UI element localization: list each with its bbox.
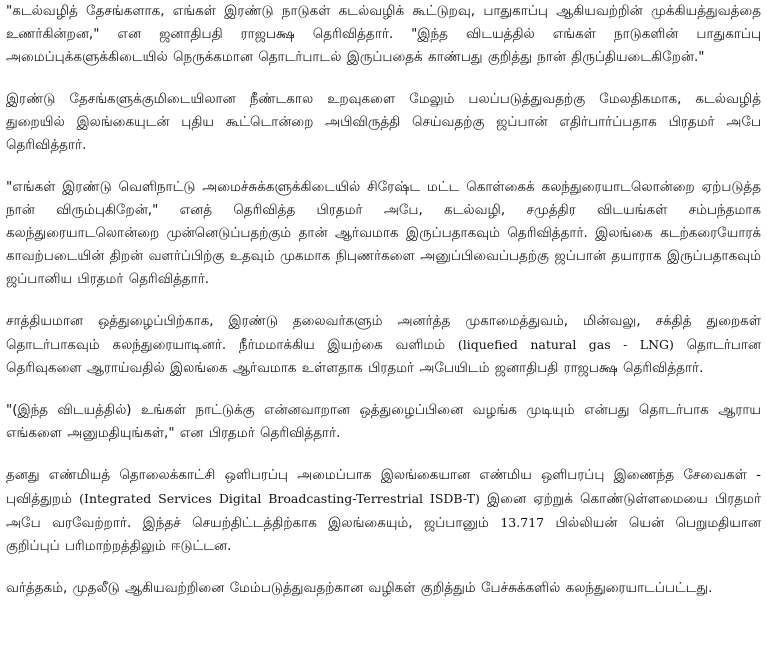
paragraph-text: தனது எண்மியத் தொலைக்காட்சி ஒளிபரப்பு அமைப்பாக இலங்கையான எண்மிய ஒளிபரப்பு இணைந்த சேவைகள் - புவித்துறம் xyxy=(6,467,761,507)
article-body xyxy=(6,0,761,600)
english-term-isdb-t: (Integrated Services Digital Broadcasting-Terrestrial ISDB-T) xyxy=(79,491,480,506)
paragraph-2 xyxy=(6,88,761,157)
paragraph-text: இரண்டு தேசங்களுக்குமிடையிலான நீண்டகால உறவுகளை மேலும் பலப்படுத்துவதற்கு மேலதிகமாக, கடல்வழித் துறையில் இலங்கையுடன் புதிய கூட்டொன்றை அபிவிருத்தி செய்வதற்கு ஜப்பான் எதிர்பார்ப்பதாக பிரதமர் அபே தெரிவித்தார். xyxy=(6,91,761,153)
paragraph-text: வர்த்தகம், முதலீடு ஆகியவற்றினை மேம்படுத்துவதற்கான வழிகள் குறித்தும் பேச்சுக்களில் கலந்துரையாடப்பட்டது. xyxy=(6,580,713,596)
paragraph-text: இனை ஏற்றுக் கொண்டுள்ளமையை பிரதமர் அபே வரவேற்றார். இந்தச் செயற்திட்டத்திற்காக இலங்கையும், ஜப்பானும் xyxy=(6,491,762,531)
paragraph-text: பில்லியன் யென் பெறுமதியான குறிப்புப் பரிமாற்றத்திலும் ஈடுட்டன. xyxy=(6,515,761,554)
paragraph-3 xyxy=(6,176,761,291)
paragraph-text: "எங்கள் இரண்டு வெளிநாட்டு அமைச்சுக்களுக்கிடையில் சிரேஷ்ட மட்ட கொள்கைக் கலந்துரையாடலொன்றை ஏற்படுத்த நான் விரும்புகிறேன்," எனத் தெரிவித்த பிரதமர் அபே, கடல்வழி, சமுத்திர விடயங்கள் சம்பந்தமாக கலந்துரையாடலொன்றை முன்னெடுப்பதற்கும் தான் ஆர்வமாக இருப்பதாகவும் தெரிவித்தார். இலங்கை கடற்கரையோரக் காவற்படையின் திறன் வளர்ப்பிற்கு உதவும் முகமாக நிபுணர்களை அனுப்பிவைப்பதற்கு ஜப்பான் தயாராக இருப்பதாகவும் ஜப்பானிய பிரதமர் தெரிவித்தார். xyxy=(6,179,761,287)
paragraph-text: "(இந்த விடயத்தில்) உங்கள் நாட்டுக்கு என்னவாறான ஒத்துழைப்பினை வழங்க முடியும் என்பது தொடர்பாக ஆராய எங்களை அனுமதியுங்கள்," என பிரதமர் தெரிவித்தார். xyxy=(6,402,761,441)
paragraph-6 xyxy=(6,464,761,558)
paragraph-7 xyxy=(6,577,761,600)
paragraph-4 xyxy=(6,310,761,380)
paragraph-1 xyxy=(6,0,761,69)
paragraph-text: "கடல்வழித் தேசங்களாக, எங்கள் இரண்டு நாடுகள் கடல்வழிக் கூட்டுறவு, பாதுகாப்பு ஆகியவற்றின் முக்கியத்துவத்தை உணர்கின்றன," என ஜனாதிபதி ராஜபக்ஷ தெரிவித்தார். "இந்த விடயத்தில் எங்கள் நாடுகளின் பாதுகாப்பு அமைப்புக்களுக்கிடையில் நெருக்கமான தொடர்பாடல் இருப்பதைக் காண்பது குறித்து நான் திருப்தியடைகிறேன்." xyxy=(6,3,761,65)
amount-value: 13.717 xyxy=(500,515,545,530)
paragraph-5 xyxy=(6,399,761,445)
paragraph-text: தொடர்பான தெரிவுகளை ஆராய்வதில் இலங்கை ஆர்வமாக உள்ளதாக பிரதமர் அபேயிடம் ஜனாதிபதி ராஜபக்ஷ தெரிவித்தார். xyxy=(6,337,761,376)
english-term-lng: (liquefied natural gas - LNG) xyxy=(457,337,674,352)
paragraph-text: சாத்தியமான ஒத்துழைப்பிற்காக, இரண்டு தலைவர்களும் அனர்த்த முகாமைத்துவம், மின்வலு, சக்தித் துறைகள் தொடர்பாகவும் கலந்துரையாடினர். நீர்மமாக்கிய இயற்கை வளிமம் xyxy=(6,313,761,353)
